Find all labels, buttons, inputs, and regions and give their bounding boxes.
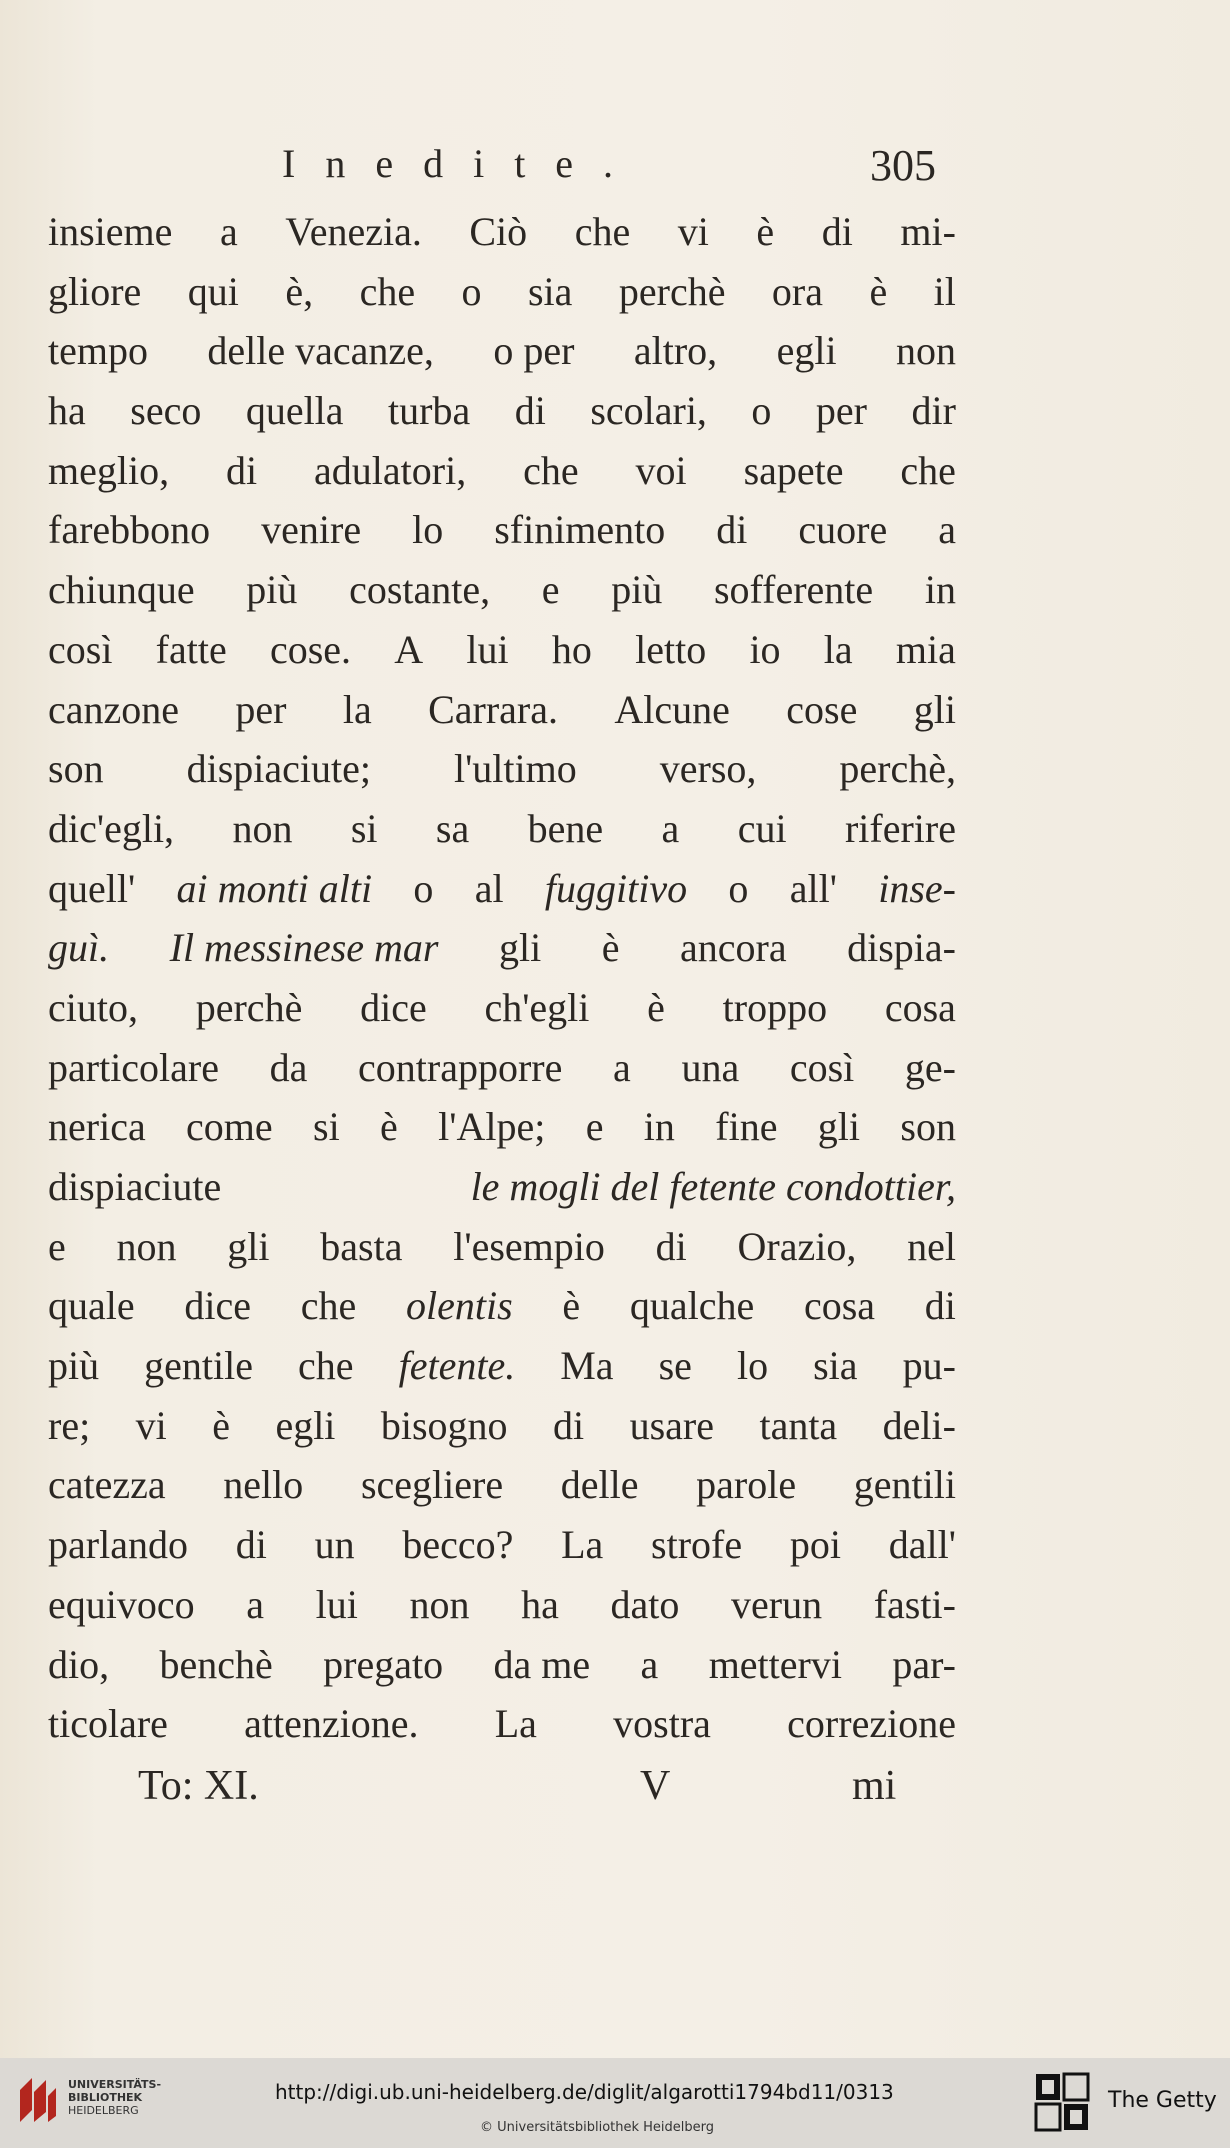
word: gli [227,1223,270,1269]
word: di [716,507,748,553]
word: in [643,1104,675,1150]
word: vostra [613,1701,711,1747]
word: farebbono [48,507,211,553]
word: mettervi [708,1641,842,1687]
text-line [48,1694,956,1754]
text-line [48,620,956,680]
word: da me [493,1641,591,1687]
word: Il messinese mar [169,925,439,971]
text-line [48,1276,956,1336]
text-line [48,500,956,560]
word: gli [498,925,542,971]
word: quale [48,1283,135,1329]
word: più [611,567,663,613]
word: parole [696,1462,797,1508]
viewer-footer [0,2058,1230,2148]
text-line [48,978,956,1038]
word: nel [907,1223,956,1269]
word: riferire [844,805,956,851]
word: fasti- [873,1581,956,1627]
word: sapete [743,447,844,493]
word: dispiaciute; [186,746,371,792]
word: o [413,865,434,911]
word: verun [731,1581,823,1627]
word: gentile [144,1343,254,1389]
word: per [235,686,287,732]
word: La [494,1701,537,1747]
word: a [219,209,238,254]
word: è [756,209,775,254]
word: e [585,1104,604,1150]
word: non [409,1581,470,1627]
word: di [235,1522,267,1568]
word: che [900,447,956,493]
word: ciuto, [48,984,138,1030]
word: son [48,746,104,792]
partner-name: The Getty [1108,2088,1217,2113]
word: ch'egli [484,984,590,1030]
word: canzone [48,686,180,732]
word: son [900,1104,956,1150]
page-number: 305 [870,141,936,190]
word: a [640,1641,659,1687]
word: meglio, [48,447,170,493]
word: dice [184,1283,251,1329]
word: si [350,805,378,851]
word: fatte [155,626,227,672]
word: Alcune [614,686,730,732]
word: che [574,209,631,254]
word: è [562,1283,581,1329]
word: ora [771,268,823,314]
word: sia [813,1343,858,1389]
word: lo [736,1343,769,1389]
word: ai monti alti [176,865,373,911]
word: Carrara. [428,686,558,732]
word: letto [635,626,707,672]
running-title: Inedite. [282,141,644,186]
word: è [869,268,888,314]
word: perchè, [839,746,956,792]
word: non [895,328,956,374]
word: così [789,1044,855,1090]
word: lo [412,507,444,553]
word: che [523,447,579,493]
word: par- [892,1641,956,1687]
word: La [561,1522,604,1568]
word: a [613,1044,631,1090]
word: strofe [651,1522,743,1568]
word: a [661,805,680,851]
word: o [728,865,749,911]
word: sa [435,805,470,851]
word: fetente. [398,1343,516,1389]
word: dispia- [847,925,956,971]
text-line [48,1396,956,1456]
word: dio, [48,1641,110,1687]
word: quella [245,388,344,434]
word: bene [527,805,604,851]
text-line [48,680,956,740]
getty-logo-icon [1034,2072,1090,2132]
word: mia [895,626,956,672]
word: dice [360,984,427,1030]
word: l'ultimo [453,746,577,792]
word: qui [187,268,239,314]
word: di [924,1283,956,1329]
library-name-line-2: BIBLIOTHEK [68,2091,143,2104]
word: in [924,567,956,613]
permalink-url[interactable]: http://digi.ub.uni-heidelberg.de/diglit/algarotti1794bd11/0313 [275,2080,894,2104]
word: gentili [853,1462,956,1508]
word: poi [789,1522,841,1568]
word: particolare [48,1044,219,1090]
word: fine [715,1104,778,1150]
word: re; [48,1402,91,1448]
word: più [246,567,298,613]
word: io [749,626,781,672]
word: usare [629,1402,714,1448]
word: scolari, [590,388,707,434]
text-line [48,321,956,381]
word: o [461,268,482,314]
word: come [186,1104,273,1150]
signature-line [0,1762,1230,1822]
word: deli- [882,1402,956,1448]
word: delle [560,1462,639,1508]
word: scegliere [360,1462,504,1508]
word: è [212,1402,230,1448]
word: così [48,626,113,672]
text-line [48,1038,956,1098]
word: benchè [159,1641,273,1687]
word: o per [493,328,575,374]
word: A [394,626,424,672]
word: perchè [618,268,726,314]
word: turba [388,388,471,434]
word: venire [261,507,362,553]
word: guì. [48,925,110,971]
word: inse- [878,865,956,911]
word: vi [135,1402,167,1448]
text-line [48,262,956,322]
word: cose. [269,626,352,672]
word: dir [911,388,956,434]
word: fuggitivo [544,865,688,911]
text-line [48,1217,956,1277]
word: nerica [48,1104,146,1150]
text-line [48,1455,956,1515]
volume-signature: To: XI. [138,1763,259,1809]
word: delle vacanze, [207,328,434,374]
word: gli [913,686,956,732]
word: cosa [884,984,956,1030]
body-text [48,202,956,1754]
library-name-line-1: UNIVERSITÄTS- [68,2078,162,2091]
word: è, [285,268,314,314]
word: che [298,1343,354,1389]
word: chiunque [48,567,195,613]
word: pu- [902,1343,956,1389]
text-line [48,1575,956,1635]
word: se [658,1343,692,1389]
word: altro, [633,328,718,374]
word: per [815,388,867,434]
word: becco? [402,1522,514,1568]
word: insieme [48,209,173,254]
university-library-heidelberg-logo-icon [12,2072,60,2128]
library-name-line-3: HEIDELBERG [68,2104,139,2117]
page-header [0,140,1230,200]
word: vi [677,209,709,254]
word: ha [521,1581,559,1627]
word: lui [466,626,509,672]
word: catezza [48,1462,166,1508]
text-line [48,202,956,262]
word: dato [610,1581,680,1627]
word: gliore [48,268,142,314]
word: sia [527,268,573,314]
word: pregato [323,1641,444,1687]
word: ancora [679,925,787,971]
text-line [48,381,956,441]
word: e [48,1223,66,1269]
word: di [655,1223,687,1269]
word: si [313,1104,340,1150]
word: lui [315,1581,358,1627]
word: di [821,209,853,254]
word: attenzione. [244,1701,419,1747]
text-line [48,1635,956,1695]
word: e [541,567,560,613]
word: è [380,1104,398,1150]
word: la [342,686,372,732]
text-line [48,441,956,501]
word: è [647,984,665,1030]
word: dic'egli, [48,805,175,851]
text-line [48,1515,956,1575]
word: di [553,1402,585,1448]
word: costante, [349,567,491,613]
word: dall' [888,1522,956,1568]
word: bisogno [380,1402,508,1448]
word: ha [48,388,86,434]
word: mi- [900,209,956,254]
word: di [514,388,546,434]
word: ticolare [48,1701,168,1747]
text-line [48,918,956,978]
word: al [474,865,504,911]
word: a [246,1581,265,1627]
word: a [938,507,956,553]
word: equivoco [48,1581,195,1627]
word: voi [635,447,687,493]
word: basta [320,1223,403,1269]
word: parlando [48,1522,188,1568]
word: all' [789,865,837,911]
word: che [300,1283,357,1329]
word: Orazio, [737,1223,857,1269]
word: le mogli del fetente condottier, [470,1164,956,1209]
word: cui [737,805,787,851]
word: l'esempio [453,1223,605,1269]
word: quell' [48,865,136,911]
word: ge- [904,1044,956,1090]
word: che [359,268,416,314]
word: tempo [48,328,148,374]
word: verso, [659,746,757,792]
word: olentis [405,1283,513,1329]
text-line [48,859,956,919]
word: Ma [560,1343,614,1389]
copyright-notice: © Universitätsbibliothek Heidelberg [480,2120,715,2135]
text-line [48,560,956,620]
word: più [48,1343,100,1389]
word: sofferente [713,567,874,613]
word: un [314,1522,355,1568]
word: cose [786,686,858,732]
text-line [48,1157,956,1217]
word: Venezia. [285,209,422,254]
word: la [823,626,853,672]
word: è [601,925,620,971]
word: troppo [722,984,828,1030]
word: l'Alpe; [438,1104,546,1150]
text-line [48,1097,956,1157]
word: di [226,447,258,493]
word: il [933,268,956,314]
word: una [681,1044,740,1090]
word: qualche [629,1283,755,1329]
word: egli [275,1402,336,1448]
gathering-signature: V [640,1763,671,1809]
word: cosa [803,1283,876,1329]
catchword: mi [852,1763,897,1809]
word: egli [776,328,837,374]
text-line [48,799,956,859]
word: non [232,805,293,851]
word: dispiaciute [48,1164,222,1209]
word: correzione [787,1701,956,1747]
word: non [116,1223,177,1269]
text-line [48,739,956,799]
word: adulatori, [314,447,467,493]
word: gli [817,1104,861,1150]
word: ho [551,626,592,672]
word: tanta [759,1402,838,1448]
word: sfinimento [494,507,666,553]
word: da [269,1044,308,1090]
word: o [751,388,772,434]
word: cuore [798,507,888,553]
word: nello [223,1462,304,1508]
word: seco [130,388,202,434]
word: perchè [195,984,303,1030]
word: Ciò [469,209,528,254]
word: contrapporre [358,1044,563,1090]
library-name [68,2078,161,2117]
text-line [48,1336,956,1396]
